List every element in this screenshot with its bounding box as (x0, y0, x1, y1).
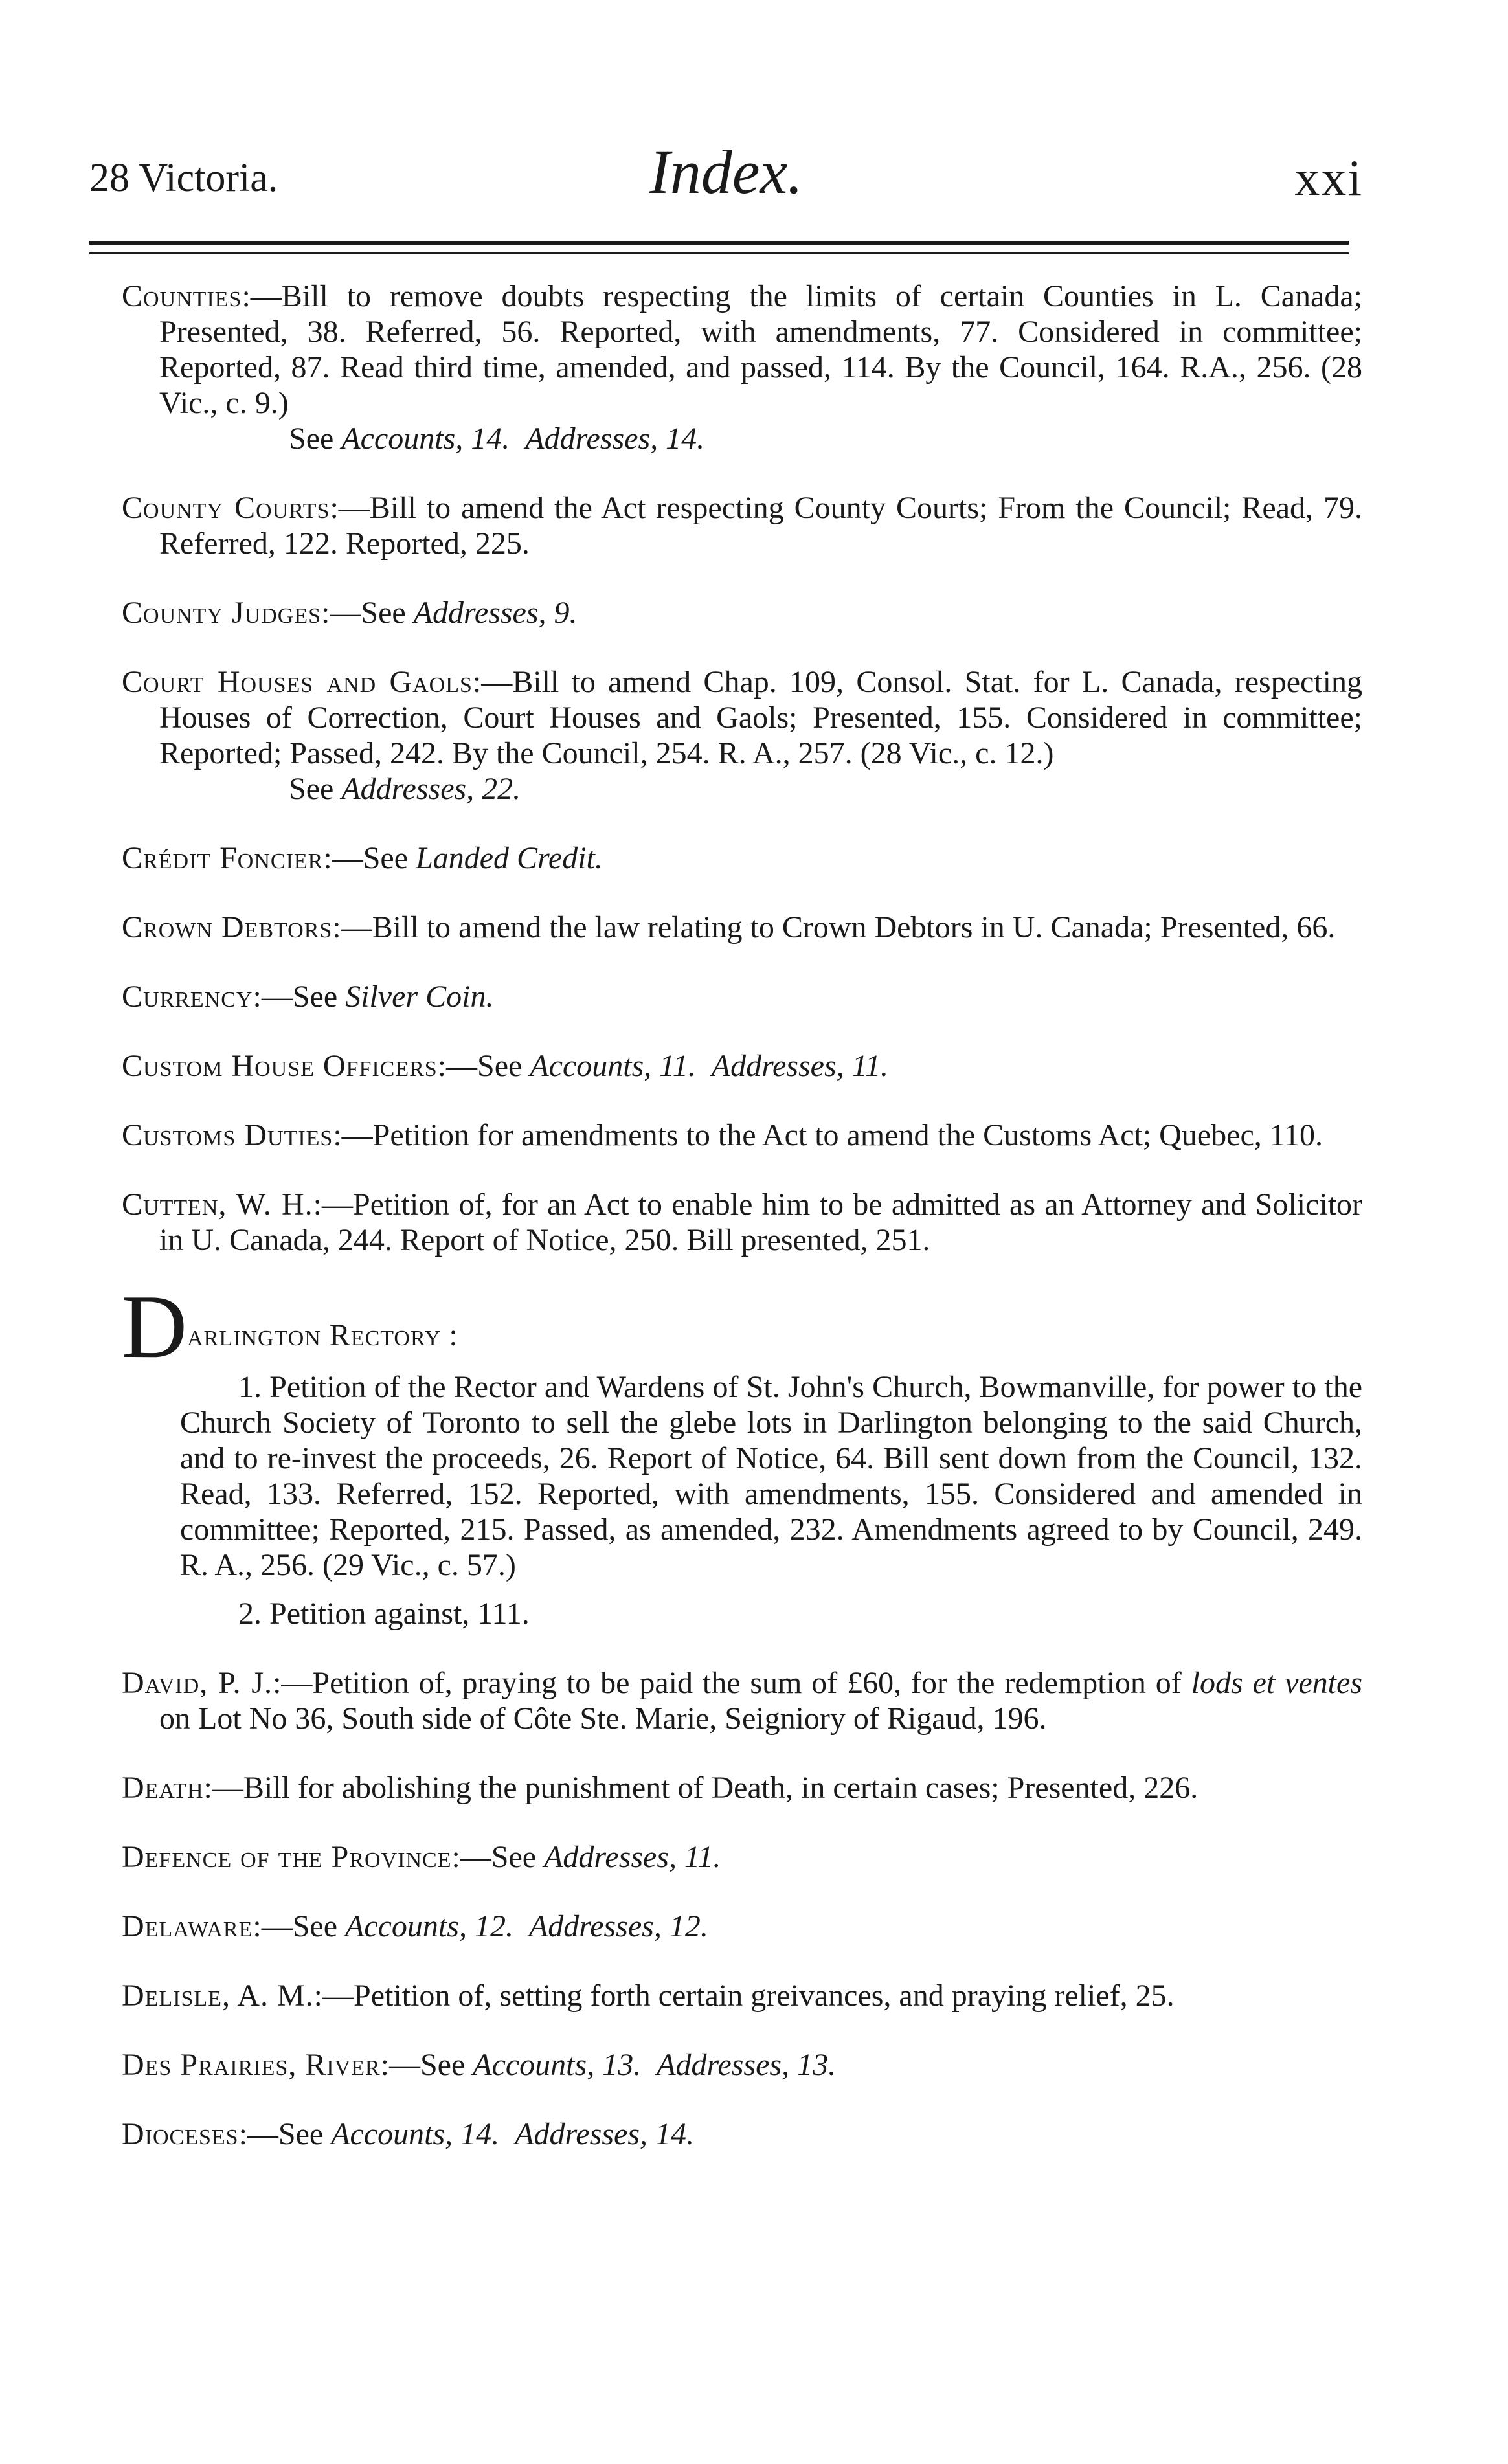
header-rule-thick (89, 241, 1349, 245)
see-ref: Accounts, 12. (345, 1909, 513, 1943)
see-ref: Addresses, 11. (711, 1049, 889, 1083)
entry-text: :—Petition of, praying to be paid the sum of £60, for the redemption of (273, 1666, 1191, 1700)
entry-key: arlington Rectory (187, 1318, 442, 1352)
entry-credit-foncier (122, 840, 1362, 876)
entry-court-houses (122, 664, 1362, 807)
entry-text: :—See (253, 1909, 345, 1943)
entry-key: Dioceses (122, 2117, 239, 2151)
entry-key: Customs Duties (122, 1118, 333, 1152)
see-ref: Addresses, 12. (528, 1909, 708, 1943)
entry-key: Defence of the Province (122, 1840, 452, 1874)
entry-key: Delaware (122, 1909, 253, 1943)
running-head-title: Index. (649, 137, 804, 207)
entry-text: :—See (321, 596, 414, 630)
entry-text: :—Bill to amend the Act respecting County Courts; From the Council; Read, 79. Referred, 122. Reported, 225. (159, 491, 1363, 561)
subentry-2: 2. Petition against, 111. (238, 1596, 530, 1631)
entry-colon: : (441, 1318, 458, 1352)
entry-key: Custom House Officers (122, 1049, 438, 1083)
darlington-subentries (122, 1369, 1362, 1631)
header-rule-thin (89, 252, 1349, 254)
entry-key: Delisle, A. M. (122, 1978, 314, 2013)
initial-letter: D (122, 1277, 188, 1377)
subentry-1: 1. Petition of the Rector and Wardens of St. John's Church, Bowmanville, for power to the Church Society of Toronto to sell the glebe lots in Darlington belonging to the said Church, and to re-invest the proceeds, 26. Report of Notice, 64. Bill sent down from the Council, 132. Read, 133. Referred, 152. Reported, with amendments, 155. Considered and amended in committee; Reported, 215. Passed, as amended, 232. Amendments agreed to by Council, 249. R. A., 256. (29 Vic., c. 57.) (180, 1370, 1362, 1582)
entry-text: :—Bill for abolishing the punishment of Death, in certain cases; Presented, 226. (203, 1771, 1199, 1805)
entry-key: Death (122, 1771, 204, 1805)
entry-currency (122, 979, 1362, 1014)
entry-david (122, 1665, 1362, 1736)
entry-key: Court Houses and Gaols (122, 665, 473, 699)
entry-text: :—Petition of, setting forth certain greivances, and praying relief, 25. (313, 1978, 1175, 2013)
see-ref: Accounts, 13. (473, 2048, 642, 2082)
entry-text: :—Petition of, for an Act to enable him to be admitted as an Attorney and Solicitor in U. Canada, 244. Report of Notice, 250. Bill presented, 251. (159, 1187, 1363, 1257)
entry-delaware (122, 1909, 1362, 1944)
entry-text: :—See (253, 980, 346, 1014)
see-label: See (289, 772, 342, 806)
entry-cutten (122, 1187, 1362, 1258)
entry-text: on Lot No 36, South side of Côte Ste. Marie, Seigniory of Rigaud, 196. (159, 1701, 1047, 1736)
see-ref: Accounts, 14. (341, 421, 510, 456)
see-ref: Addresses, 14. (515, 2117, 695, 2151)
see-ref: Addresses, 22. (341, 772, 521, 806)
entry-key: County Judges (122, 596, 322, 630)
entry-text: :—Bill to remove doubts respecting the limits of certain Counties in L. Canada; Presented, 38. Referred, 56. Reported, with amendments, 77. Considered in committee; Reported, 87. Read third time, amended, and passed, 114. By the Council, 164. R.A., 256. (28 Vic., c. 9.) (159, 279, 1362, 420)
entry-text: :—See (238, 2117, 332, 2151)
entry-text: :—Bill to amend Chap. 109, Consol. Stat. for L. Canada, respecting Houses of Correction, Court Houses and Gaols; Presented, 155. Considered in committee; Reported; Passed, 242. By the Council, 254. R. A., 257. (28 Vic., c. 12.) (159, 665, 1362, 770)
entry-text: :—Petition for amendments to the Act to amend the Customs Act; Quebec, 110. (333, 1118, 1323, 1152)
entry-key: Crown Debtors (122, 910, 333, 945)
entry-key: Counties (122, 279, 242, 313)
entry-text: :—See (437, 1049, 530, 1083)
see-also (159, 771, 1362, 807)
see-ref: Addresses, 13. (657, 2048, 837, 2082)
entry-key: County Courts (122, 491, 330, 525)
entry-text: :—See (451, 1840, 545, 1874)
page-header (89, 129, 1363, 214)
see-ref: Landed Credit. (416, 841, 603, 875)
see-ref: Accounts, 14. (331, 2117, 500, 2151)
entry-death (122, 1770, 1362, 1806)
entry-key: Currency (122, 980, 253, 1014)
entry-dioceses (122, 2116, 1362, 2152)
entry-text: :—See (380, 2048, 473, 2082)
entry-crown-debtors (122, 910, 1362, 945)
see-ref: Addresses, 9. (413, 596, 578, 630)
entry-key: Des Prairies, River (122, 2048, 381, 2082)
entry-key: Cutten, W. H. (122, 1187, 313, 1222)
entry-counties (122, 278, 1362, 456)
entry-defence (122, 1839, 1362, 1875)
entry-italic: lods et ventes (1191, 1666, 1362, 1700)
see-ref: Addresses, 11. (544, 1840, 721, 1874)
entry-text: :—Bill to amend the law relating to Crown Debtors in U. Canada; Presented, 66. (332, 910, 1336, 945)
page-number: xxi (1294, 150, 1363, 206)
entry-text: :—See (323, 841, 416, 875)
running-head-left: 28 Victoria. (89, 156, 278, 200)
entry-custom-house-officers (122, 1048, 1362, 1084)
see-label: See (289, 421, 342, 456)
entry-key: Crédit Foncier (122, 841, 324, 875)
entry-key: David, P. J. (122, 1666, 273, 1700)
entry-county-judges (122, 595, 1362, 631)
entry-customs-duties (122, 1117, 1362, 1153)
index-entries (122, 278, 1362, 2186)
entry-darlington-rectory (122, 1277, 1362, 1377)
see-ref: Addresses, 14. (525, 421, 705, 456)
entry-des-prairies (122, 2047, 1362, 2083)
see-ref: Silver Coin. (345, 980, 494, 1014)
see-ref: Accounts, 11. (530, 1049, 696, 1083)
entry-delisle (122, 1978, 1362, 2013)
see-also (159, 421, 1362, 456)
entry-county-courts (122, 490, 1362, 561)
